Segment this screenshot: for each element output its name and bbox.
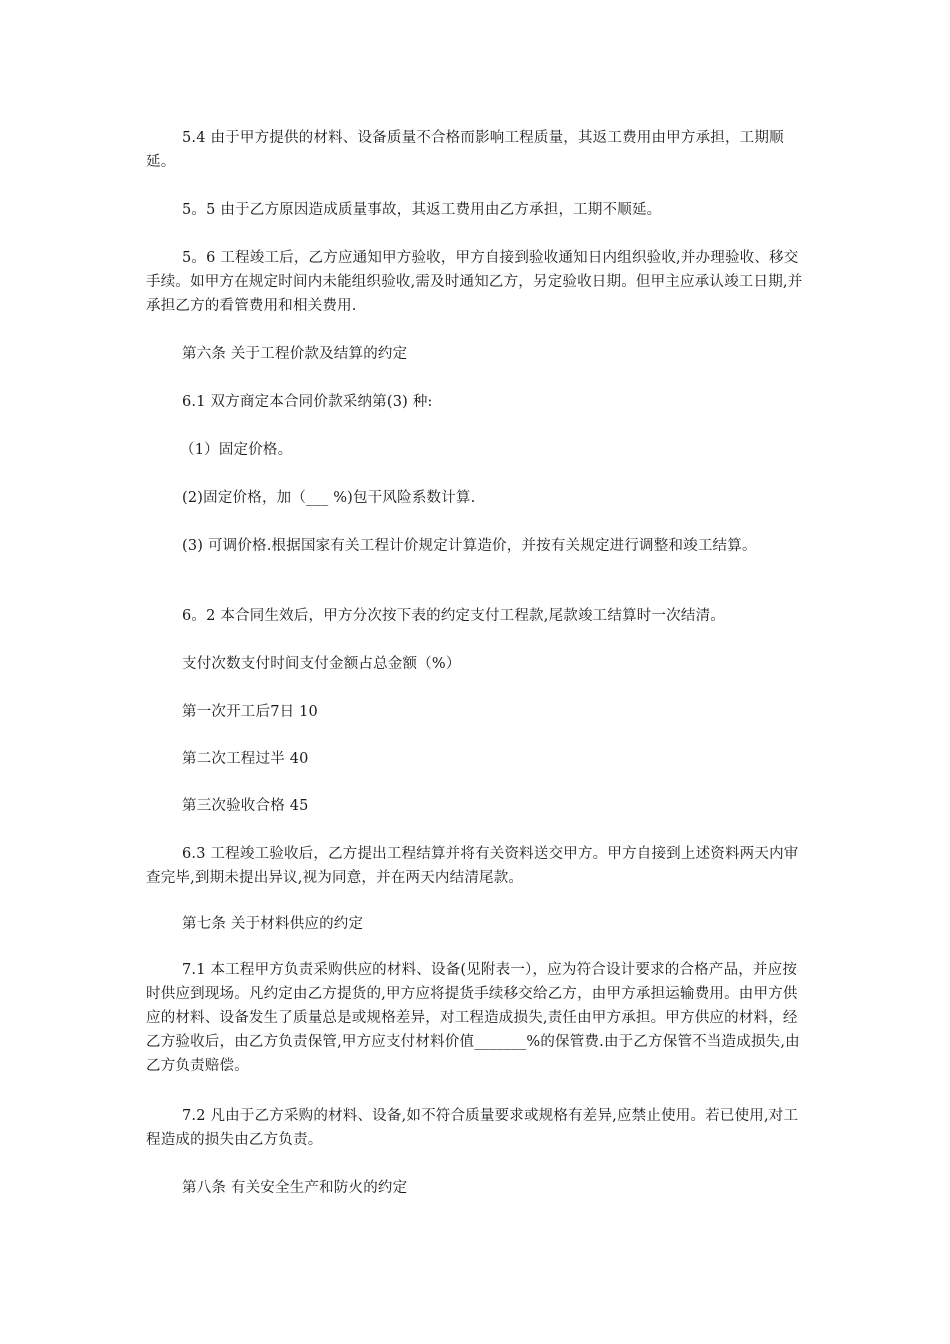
article-8-heading: 第八条 有关安全生产和防火的约定	[182, 1180, 408, 1196]
paragraph-6-2: 6。2 本合同生效后，甲方分次按下表的约定支付工程款,尾款竣工结算时一次结清。	[182, 608, 725, 624]
option-3-adjustable-price: (3) 可调价格.根据国家有关工程计价规定计算造价，并按有关规定进行调整和竣工结算。	[182, 538, 757, 554]
option-2-fixed-price-risk: (2)固定价格，加（___ %)包干风险系数计算.	[182, 490, 476, 506]
paragraph-5-4: 5.4 由于甲方提供的材料、设备质量不合格而影响工程质量，其返工费用由甲方承担，工期顺延。	[146, 130, 784, 170]
paragraph-6-3: 6.3 工程竣工验收后，乙方提出工程结算并将有关资料送交甲方。甲方自接到上述资料两天内审查完毕,到期未提出异议,视为同意，并在两天内结清尾款。	[146, 846, 799, 886]
payment-row-3: 第三次验收合格 45	[182, 798, 309, 814]
paragraph-5-6: 5。6 工程竣工后，乙方应通知甲方验收，甲方自接到验收通知日内组织验收,并办理验收、移交手续。如甲方在规定时间内未能组织验收,需及时通知乙方，另定验收日期。但甲主应承认竣工日期,并承担乙方的看管费用和相关费用.	[146, 250, 803, 314]
article-7-heading: 第七条 关于材料供应的约定	[182, 916, 364, 932]
article-6-heading: 第六条 关于工程价款及结算的约定	[182, 346, 408, 362]
paragraph-7-1: 7.1 本工程甲方负责采购供应的材料、设备(见附表一），应为符合设计要求的合格产品，并应按时供应到现场。凡约定由乙方提货的,甲方应将提货手续移交给乙方，由甲方承担运输费用。由甲方供应的材料、设备发生了质量总是或规格差异，对工程造成损失,责任由甲方承担。甲方供应的材料，经乙方验收后，由乙方负责保管,甲方应支付材料价值_______%的保管费.由于乙方保管不当造成损失,由乙方负责赔偿。	[146, 962, 800, 1074]
payment-row-1: 第一次开工后7日 10	[182, 704, 318, 720]
paragraph-7-2: 7.2 凡由于乙方采购的材料、设备,如不符合质量要求或规格有差异,应禁止使用。若已使用,对工程造成的损失由乙方负责。	[146, 1108, 799, 1148]
payment-table-header: 支付次数支付时间支付金额占总金额（%）	[182, 656, 461, 672]
paragraph-6-1: 6.1 双方商定本合同价款采纳第(3) 种:	[182, 394, 433, 410]
paragraph-5-5: 5。5 由于乙方原因造成质量事故，其返工费用由乙方承担，工期不顺延。	[182, 202, 662, 218]
payment-row-2: 第二次工程过半 40	[182, 751, 309, 767]
option-1-fixed-price: （1）固定价格。	[180, 442, 293, 458]
